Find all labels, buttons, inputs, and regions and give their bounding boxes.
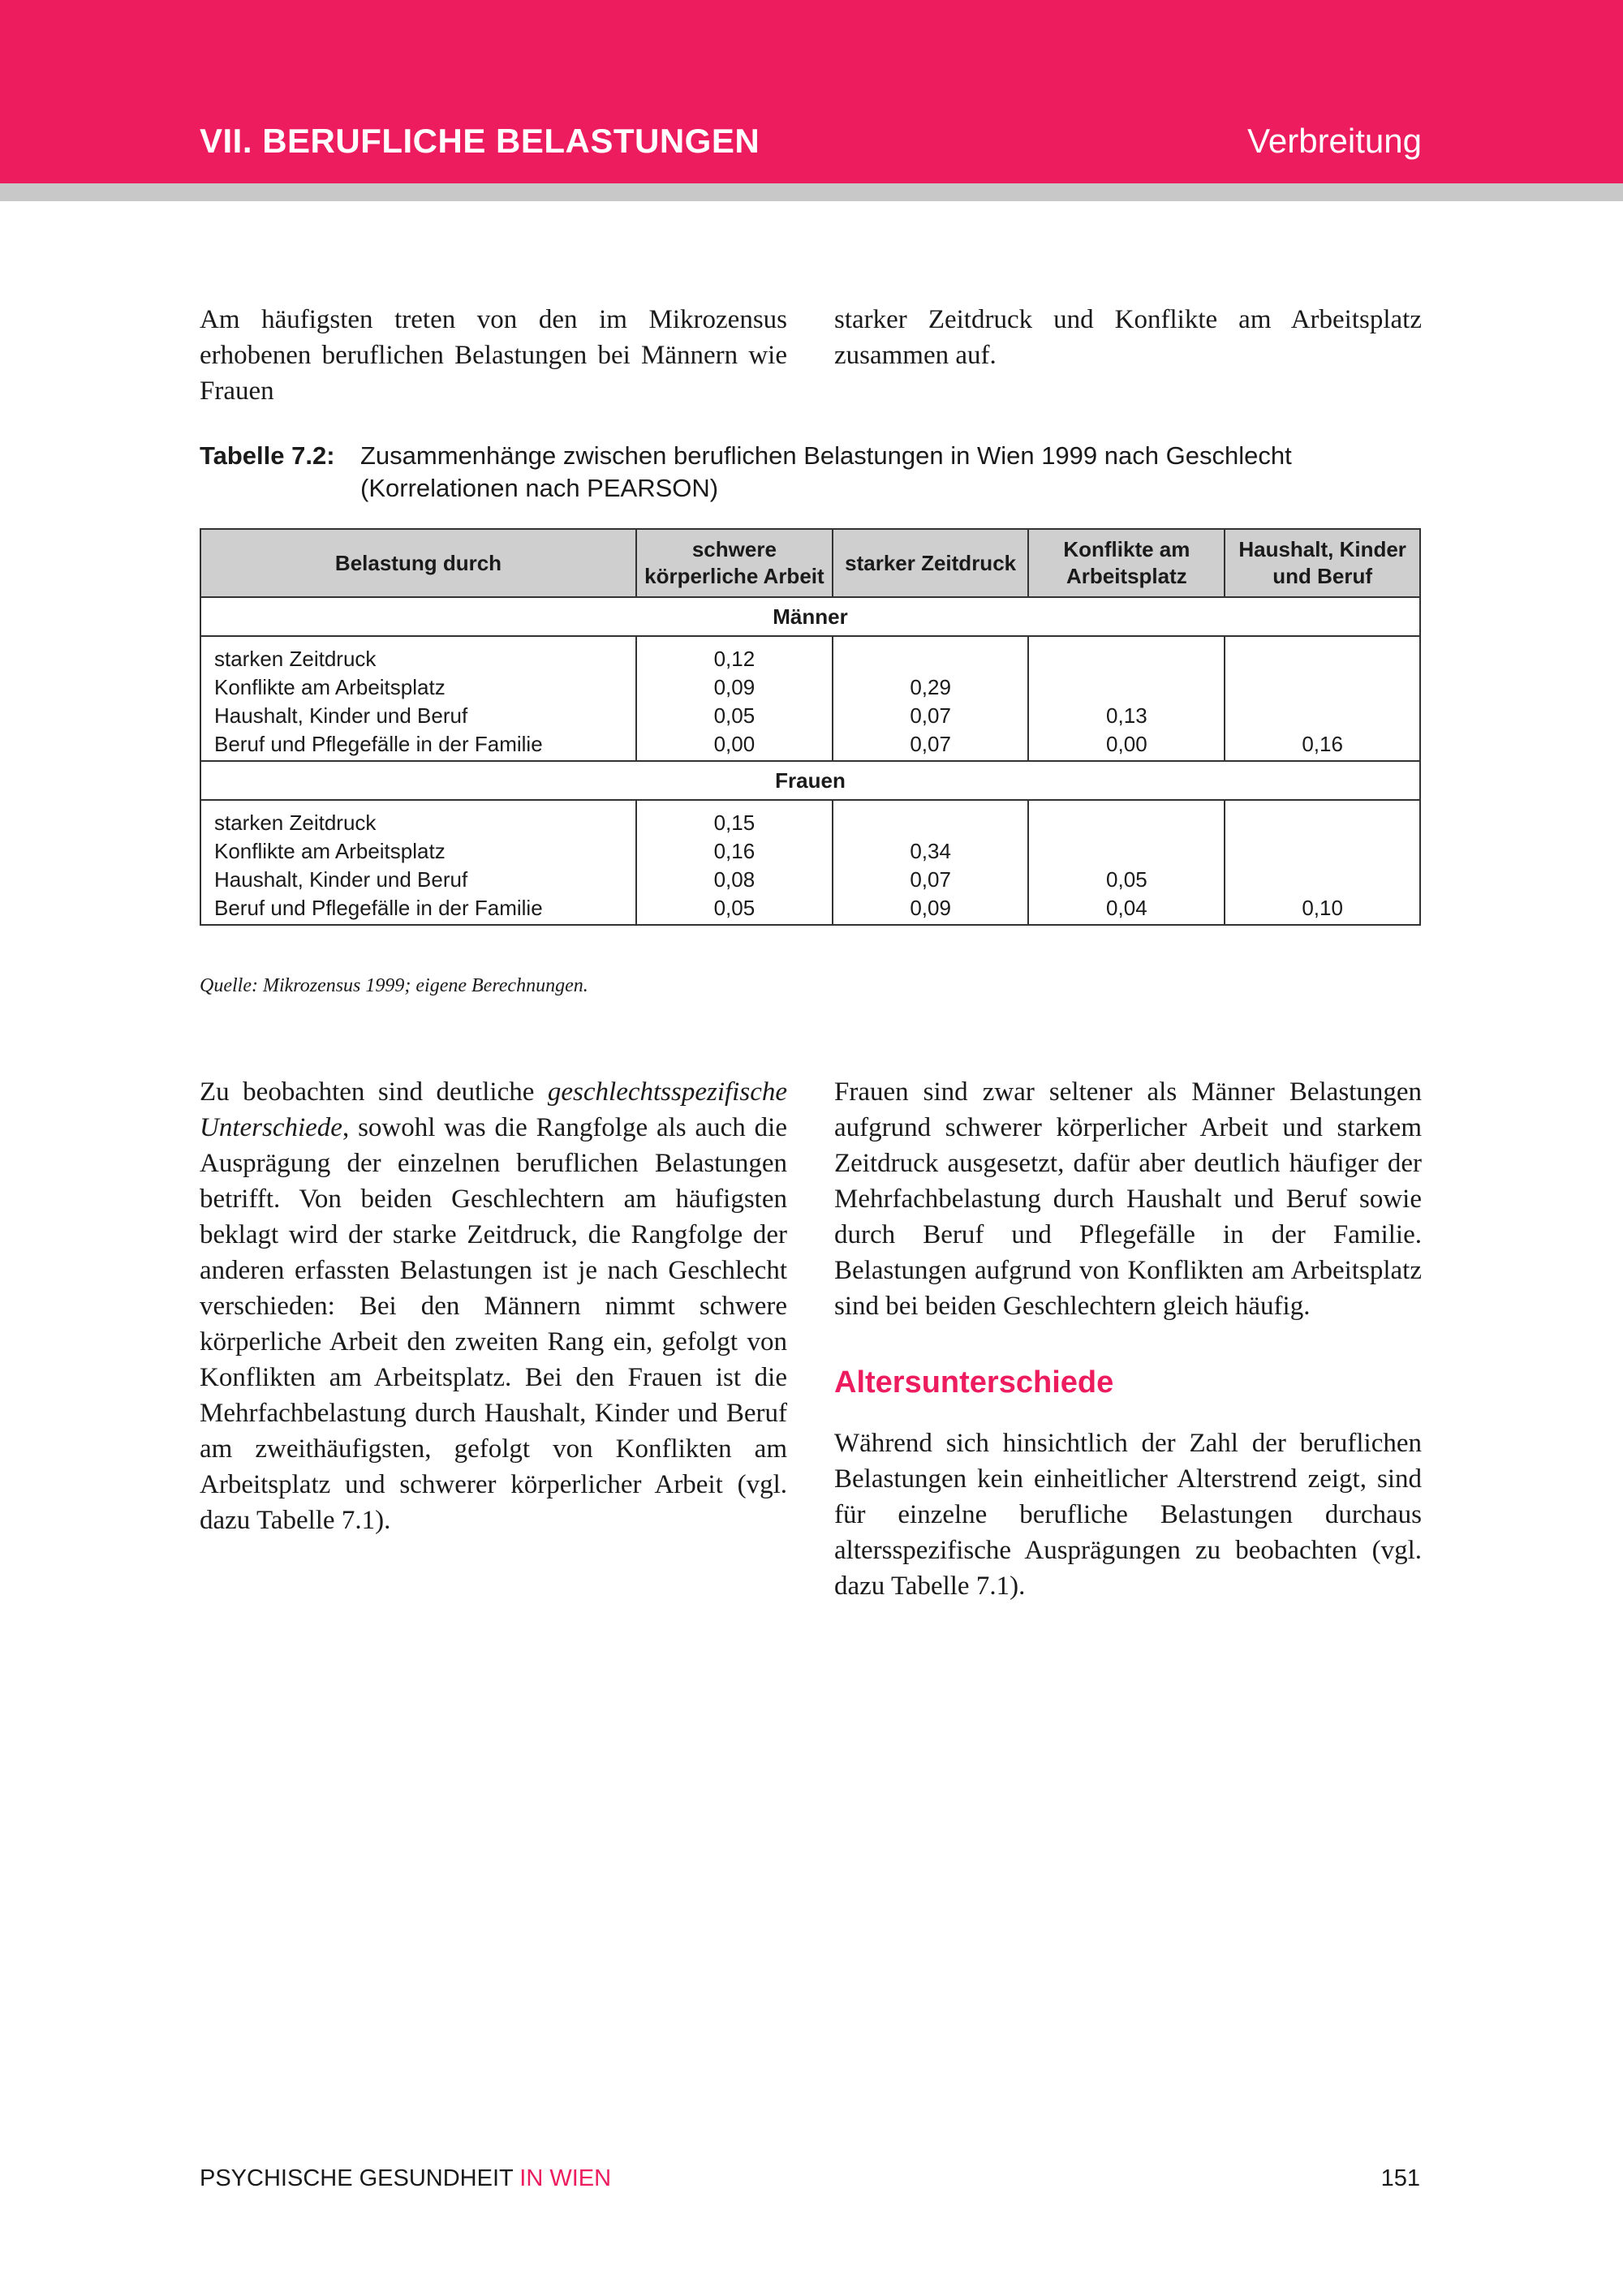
table-cell: 0,07 xyxy=(833,866,1029,894)
table-cell: 0,05 xyxy=(636,894,833,925)
table-cell xyxy=(1225,702,1420,730)
table-cell: 0,07 xyxy=(833,702,1029,730)
table-cell xyxy=(1225,866,1420,894)
table-cell: 0,13 xyxy=(1028,702,1225,730)
table-row xyxy=(200,730,1420,761)
intro-right-text: starker Zeitdruck und Konflikte am Arbeitsplatz zusammen auf. xyxy=(834,305,1422,370)
table-cell xyxy=(1225,800,1420,837)
table-cell xyxy=(1028,837,1225,866)
row-label: Beruf und Pflegefälle in der Familie xyxy=(200,894,636,925)
row-label: Konflikte am Arbeitsplatz xyxy=(200,673,636,702)
intro-left-column xyxy=(200,302,787,409)
table-row xyxy=(200,837,1420,866)
table-caption-label: Tabelle 7.2: xyxy=(200,441,335,470)
row-label: Haushalt, Kinder und Beruf xyxy=(200,866,636,894)
table-cell: 0,16 xyxy=(636,837,833,866)
table-row xyxy=(200,636,1420,673)
table-cell xyxy=(1225,837,1420,866)
table-cell xyxy=(1225,636,1420,673)
table-cell: 0,12 xyxy=(636,636,833,673)
table-cell xyxy=(833,800,1029,837)
table-cell xyxy=(833,636,1029,673)
group-label: Männer xyxy=(200,597,1420,636)
table-cell xyxy=(1028,800,1225,837)
table-cell: 0,16 xyxy=(1225,730,1420,761)
table-cell: 0,09 xyxy=(636,673,833,702)
table-cell: 0,34 xyxy=(833,837,1029,866)
row-label: Konflikte am Arbeitsplatz xyxy=(200,837,636,866)
table-row xyxy=(200,800,1420,837)
column-header: starker Zeitdruck xyxy=(833,529,1029,597)
table-cell: 0,04 xyxy=(1028,894,1225,925)
table-row xyxy=(200,866,1420,894)
header-rule xyxy=(0,183,1623,201)
table-row xyxy=(200,673,1420,702)
table-cell: 0,00 xyxy=(1028,730,1225,761)
footer-title: PSYCHISCHE GESUNDHEIT IN WIEN xyxy=(200,2165,612,2191)
table-cell: 0,05 xyxy=(636,702,833,730)
page-number: 151 xyxy=(1380,2165,1420,2191)
column-header: schwere körperliche Arbeit xyxy=(636,529,833,597)
intro-left-text: Am häufigsten treten von den im Mikrozensus erhobenen beruflichen Belastungen bei Männern wie Frauen xyxy=(200,305,787,406)
row-label: starken Zeitdruck xyxy=(200,800,636,837)
section-title: Verbreitung xyxy=(1247,122,1422,160)
table-cell: 0,08 xyxy=(636,866,833,894)
table-cell xyxy=(1028,673,1225,702)
table-cell: 0,15 xyxy=(636,800,833,837)
column-header: Konflikte am Arbeitsplatz xyxy=(1028,529,1225,597)
table-cell xyxy=(1225,673,1420,702)
alter-text: Während sich hinsichtlich der Zahl der beruflichen Belastungen kein einheitlicher Alterstrend zeigt, sind für einzelne berufliche Belastungen durchaus altersspezifische Ausprägungen zu beobachten (vgl. dazu Tabelle 7.1). xyxy=(834,1429,1422,1601)
correlation-table xyxy=(200,528,1421,926)
table-row xyxy=(200,894,1420,925)
body-right-column xyxy=(834,1074,1422,1324)
column-header: Haushalt, Kinder und Beruf xyxy=(1225,529,1420,597)
emphasis-text: geschlechtsspezifische Unterschiede xyxy=(200,1077,787,1142)
table-row xyxy=(200,702,1420,730)
group-label: Frauen xyxy=(200,761,1420,800)
body-right-text: Frauen sind zwar seltener als Männer Belastungen aufgrund schwerer körperlicher Arbeit und starkem Zeitdruck ausgesetzt, dafür aber deutlich häufiger der Mehrfachbelastung durch Haushalt und Beruf sowie durch Beruf und Pflegefälle in der Familie. Belastungen aufgrund von Konflikten am Arbeitsplatz sind bei beiden Geschlechtern gleich häufig. xyxy=(834,1077,1422,1321)
table-cell: 0,00 xyxy=(636,730,833,761)
row-label: starken Zeitdruck xyxy=(200,636,636,673)
body-left-column xyxy=(200,1074,787,1538)
chapter-title: VII. BERUFLICHE BELASTUNGEN xyxy=(200,122,760,160)
row-label: Beruf und Pflegefälle in der Familie xyxy=(200,730,636,761)
column-header: Belastung durch xyxy=(200,529,636,597)
intro-right-column xyxy=(834,302,1422,373)
table-cell: 0,07 xyxy=(833,730,1029,761)
table-cell: 0,10 xyxy=(1225,894,1420,925)
body-left-text: Zu beobachten sind deutliche geschlechtsspezifische Unterschiede, sowohl was die Rangfolge als auch die Ausprägung der einzelnen beruflichen Belastungen betrifft. Von beiden Geschlechtern am häufigsten beklagt wird der starke Zeitdruck, die Rangfolge der anderen erfassten Belastungen ist je nach Geschlecht verschieden: Bei den Männern nimmt schwere körperliche Arbeit den zweiten Rang ein, gefolgt von Konflikten am Arbeitsplatz. Bei den Frauen ist die Mehrfachbelastung durch Haushalt, Kinder und Beruf am zweithäufigsten, gefolgt von Konflikten am Arbeitsplatz und schwerer körperlicher Arbeit (vgl. dazu Tabelle 7.1). xyxy=(200,1077,787,1535)
subheading-altersunterschiede: Altersunterschiede xyxy=(834,1365,1114,1400)
row-label: Haushalt, Kinder und Beruf xyxy=(200,702,636,730)
table-cell: 0,29 xyxy=(833,673,1029,702)
table-source-note: Quelle: Mikrozensus 1999; eigene Berechnungen. xyxy=(200,975,588,996)
table-caption-text: Zusammenhänge zwischen beruflichen Belastungen in Wien 1999 nach Geschlecht (Korrelationen nach PEARSON) xyxy=(360,441,1292,502)
table-cell: 0,09 xyxy=(833,894,1029,925)
table-cell: 0,05 xyxy=(1028,866,1225,894)
footer-title-accent: IN WIEN xyxy=(519,2165,612,2191)
table-cell xyxy=(1028,636,1225,673)
group-header-row xyxy=(200,761,1420,800)
alter-column xyxy=(834,1425,1422,1604)
group-header-row xyxy=(200,597,1420,636)
table-header-row xyxy=(200,529,1420,597)
